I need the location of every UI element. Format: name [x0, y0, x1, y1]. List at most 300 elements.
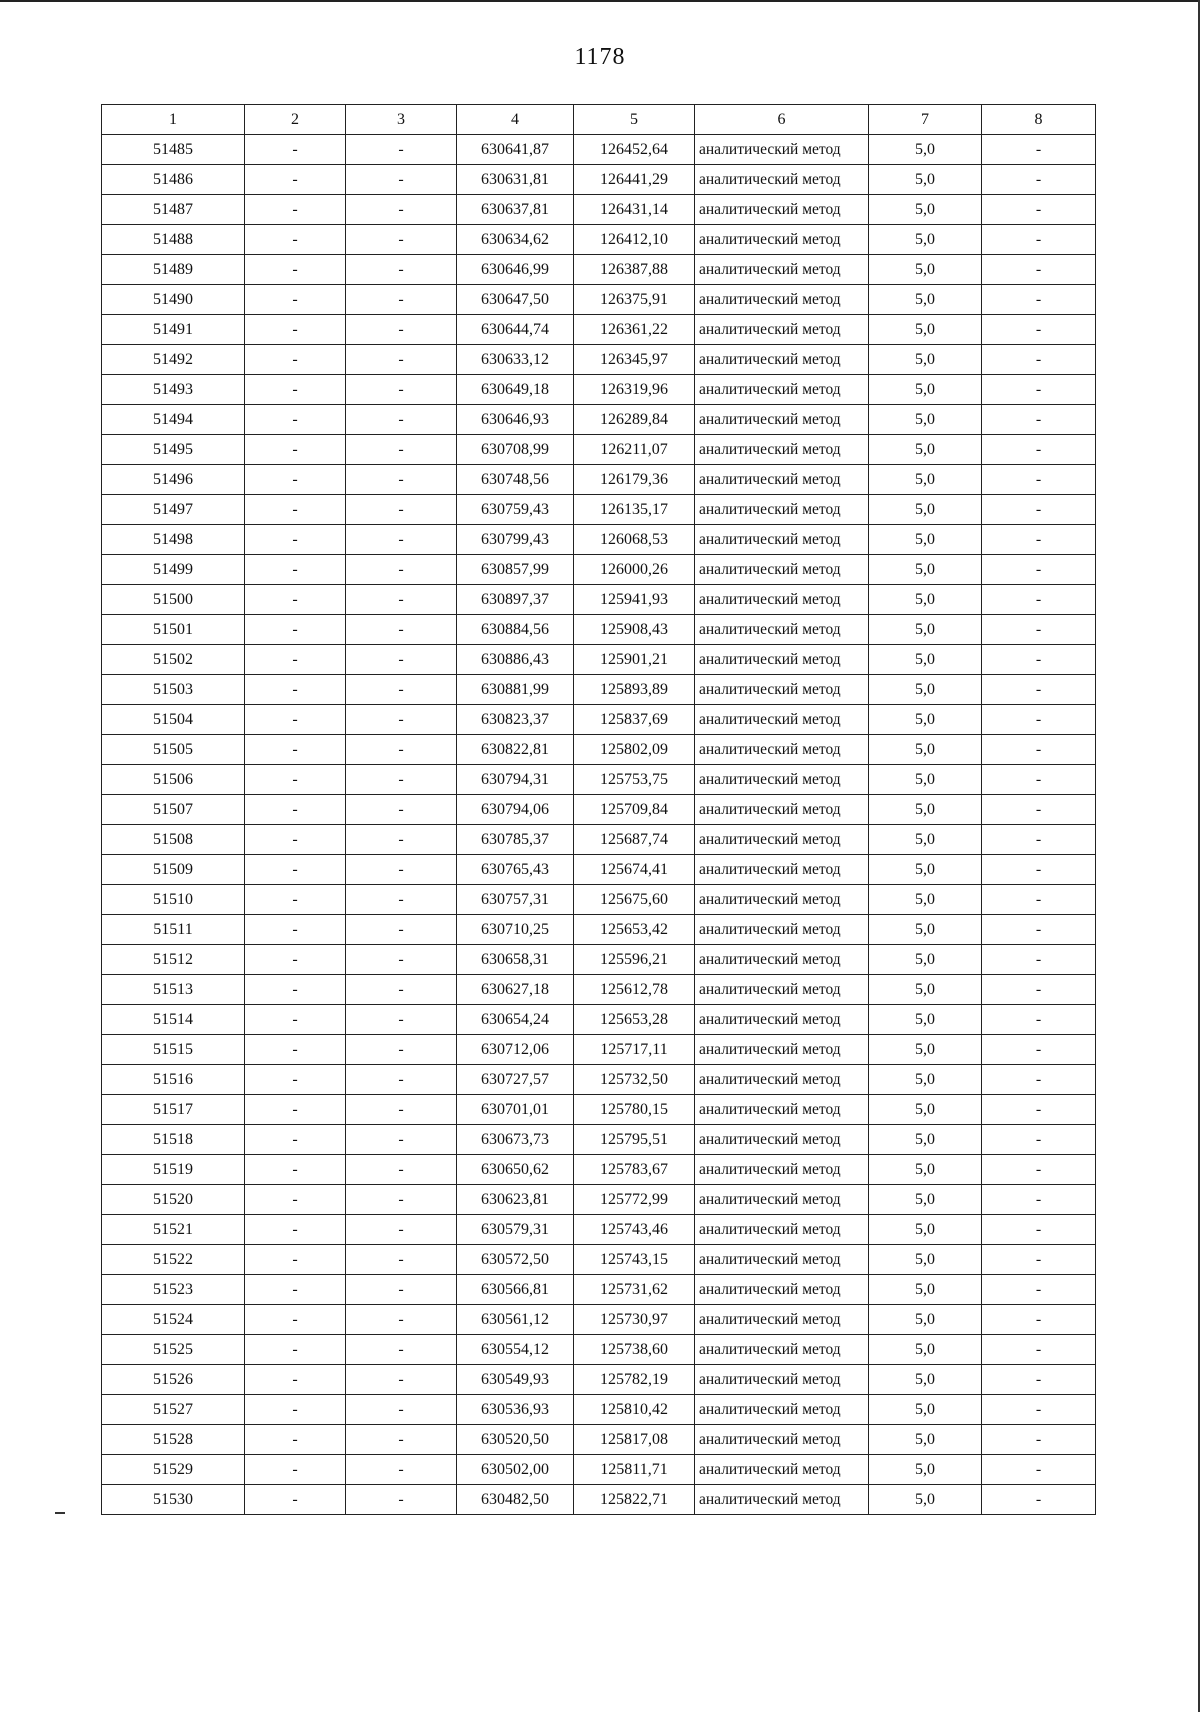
col3-cell: - [346, 1275, 457, 1305]
point-number-cell: 51522 [102, 1245, 245, 1275]
point-number-cell: 51530 [102, 1485, 245, 1515]
y-coordinate-cell: 126068,53 [574, 525, 695, 555]
column-header: 8 [982, 105, 1096, 135]
method-cell: аналитический метод [695, 315, 869, 345]
y-coordinate-cell: 125674,41 [574, 855, 695, 885]
col8-cell: - [982, 1215, 1096, 1245]
point-number-cell: 51492 [102, 345, 245, 375]
table-header-row [102, 105, 1096, 135]
table-row [102, 525, 1096, 555]
method-cell: аналитический метод [695, 1185, 869, 1215]
col2-cell: - [245, 1395, 346, 1425]
method-cell: аналитический метод [695, 1215, 869, 1245]
x-coordinate-cell: 630650,62 [457, 1155, 574, 1185]
accuracy-cell: 5,0 [869, 1365, 982, 1395]
method-cell: аналитический метод [695, 345, 869, 375]
point-number-cell: 51508 [102, 825, 245, 855]
method-cell: аналитический метод [695, 1305, 869, 1335]
x-coordinate-cell: 630765,43 [457, 855, 574, 885]
method-cell: аналитический метод [695, 735, 869, 765]
table-row [102, 195, 1096, 225]
point-number-cell: 51501 [102, 615, 245, 645]
col2-cell: - [245, 1485, 346, 1515]
x-coordinate-cell: 630794,31 [457, 765, 574, 795]
method-cell: аналитический метод [695, 1035, 869, 1065]
x-coordinate-cell: 630520,50 [457, 1425, 574, 1455]
x-coordinate-cell: 630647,50 [457, 285, 574, 315]
method-cell: аналитический метод [695, 465, 869, 495]
y-coordinate-cell: 125738,60 [574, 1335, 695, 1365]
col3-cell: - [346, 225, 457, 255]
accuracy-cell: 5,0 [869, 255, 982, 285]
method-cell: аналитический метод [695, 915, 869, 945]
y-coordinate-cell: 125653,42 [574, 915, 695, 945]
x-coordinate-cell: 630712,06 [457, 1035, 574, 1065]
col2-cell: - [245, 1125, 346, 1155]
col3-cell: - [346, 945, 457, 975]
col8-cell: - [982, 915, 1096, 945]
col8-cell: - [982, 135, 1096, 165]
x-coordinate-cell: 630881,99 [457, 675, 574, 705]
point-number-cell: 51496 [102, 465, 245, 495]
point-number-cell: 51529 [102, 1455, 245, 1485]
col3-cell: - [346, 1095, 457, 1125]
point-number-cell: 51510 [102, 885, 245, 915]
table-row [102, 1095, 1096, 1125]
point-number-cell: 51486 [102, 165, 245, 195]
point-number-cell: 51523 [102, 1275, 245, 1305]
method-cell: аналитический метод [695, 1425, 869, 1455]
y-coordinate-cell: 125596,21 [574, 945, 695, 975]
col3-cell: - [346, 435, 457, 465]
method-cell: аналитический метод [695, 615, 869, 645]
y-coordinate-cell: 125817,08 [574, 1425, 695, 1455]
point-number-cell: 51526 [102, 1365, 245, 1395]
col2-cell: - [245, 1155, 346, 1185]
col2-cell: - [245, 255, 346, 285]
method-cell: аналитический метод [695, 255, 869, 285]
accuracy-cell: 5,0 [869, 795, 982, 825]
y-coordinate-cell: 125675,60 [574, 885, 695, 915]
accuracy-cell: 5,0 [869, 1125, 982, 1155]
table-row [102, 255, 1096, 285]
accuracy-cell: 5,0 [869, 345, 982, 375]
col8-cell: - [982, 735, 1096, 765]
table-row [102, 795, 1096, 825]
col8-cell: - [982, 1275, 1096, 1305]
col2-cell: - [245, 615, 346, 645]
table-row [102, 615, 1096, 645]
accuracy-cell: 5,0 [869, 1185, 982, 1215]
y-coordinate-cell: 126135,17 [574, 495, 695, 525]
col8-cell: - [982, 645, 1096, 675]
point-number-cell: 51497 [102, 495, 245, 525]
column-header: 5 [574, 105, 695, 135]
point-number-cell: 51509 [102, 855, 245, 885]
point-number-cell: 51504 [102, 705, 245, 735]
point-number-cell: 51514 [102, 1005, 245, 1035]
accuracy-cell: 5,0 [869, 1305, 982, 1335]
accuracy-cell: 5,0 [869, 1215, 982, 1245]
x-coordinate-cell: 630710,25 [457, 915, 574, 945]
col8-cell: - [982, 195, 1096, 225]
x-coordinate-cell: 630637,81 [457, 195, 574, 225]
col8-cell: - [982, 1005, 1096, 1035]
table-row [102, 285, 1096, 315]
table-row [102, 765, 1096, 795]
x-coordinate-cell: 630641,87 [457, 135, 574, 165]
accuracy-cell: 5,0 [869, 585, 982, 615]
method-cell: аналитический метод [695, 285, 869, 315]
y-coordinate-cell: 126431,14 [574, 195, 695, 225]
col2-cell: - [245, 1335, 346, 1365]
coordinates-table [101, 104, 1096, 1515]
col2-cell: - [245, 945, 346, 975]
col2-cell: - [245, 1005, 346, 1035]
table-row [102, 645, 1096, 675]
method-cell: аналитический метод [695, 405, 869, 435]
col3-cell: - [346, 825, 457, 855]
col2-cell: - [245, 1245, 346, 1275]
col2-cell: - [245, 495, 346, 525]
accuracy-cell: 5,0 [869, 825, 982, 855]
table-row [102, 1335, 1096, 1365]
x-coordinate-cell: 630785,37 [457, 825, 574, 855]
x-coordinate-cell: 630482,50 [457, 1485, 574, 1515]
col8-cell: - [982, 375, 1096, 405]
col3-cell: - [346, 465, 457, 495]
y-coordinate-cell: 125795,51 [574, 1125, 695, 1155]
y-coordinate-cell: 125811,71 [574, 1455, 695, 1485]
col3-cell: - [346, 285, 457, 315]
table-row [102, 495, 1096, 525]
table-row [102, 1125, 1096, 1155]
accuracy-cell: 5,0 [869, 225, 982, 255]
x-coordinate-cell: 630646,99 [457, 255, 574, 285]
x-coordinate-cell: 630857,99 [457, 555, 574, 585]
col2-cell: - [245, 165, 346, 195]
accuracy-cell: 5,0 [869, 465, 982, 495]
accuracy-cell: 5,0 [869, 915, 982, 945]
col8-cell: - [982, 405, 1096, 435]
col2-cell: - [245, 525, 346, 555]
y-coordinate-cell: 126179,36 [574, 465, 695, 495]
accuracy-cell: 5,0 [869, 525, 982, 555]
col3-cell: - [346, 135, 457, 165]
col3-cell: - [346, 705, 457, 735]
col2-cell: - [245, 1365, 346, 1395]
y-coordinate-cell: 125772,99 [574, 1185, 695, 1215]
col2-cell: - [245, 225, 346, 255]
method-cell: аналитический метод [695, 495, 869, 525]
point-number-cell: 51499 [102, 555, 245, 585]
y-coordinate-cell: 125743,15 [574, 1245, 695, 1275]
x-coordinate-cell: 630884,56 [457, 615, 574, 645]
col8-cell: - [982, 585, 1096, 615]
method-cell: аналитический метод [695, 195, 869, 225]
y-coordinate-cell: 125780,15 [574, 1095, 695, 1125]
col3-cell: - [346, 975, 457, 1005]
accuracy-cell: 5,0 [869, 315, 982, 345]
y-coordinate-cell: 126345,97 [574, 345, 695, 375]
col8-cell: - [982, 1185, 1096, 1215]
method-cell: аналитический метод [695, 975, 869, 1005]
col8-cell: - [982, 885, 1096, 915]
col8-cell: - [982, 1425, 1096, 1455]
table-row [102, 345, 1096, 375]
point-number-cell: 51516 [102, 1065, 245, 1095]
x-coordinate-cell: 630502,00 [457, 1455, 574, 1485]
y-coordinate-cell: 126289,84 [574, 405, 695, 435]
col2-cell: - [245, 885, 346, 915]
col2-cell: - [245, 735, 346, 765]
col2-cell: - [245, 195, 346, 225]
method-cell: аналитический метод [695, 1065, 869, 1095]
method-cell: аналитический метод [695, 885, 869, 915]
method-cell: аналитический метод [695, 855, 869, 885]
accuracy-cell: 5,0 [869, 1065, 982, 1095]
x-coordinate-cell: 630566,81 [457, 1275, 574, 1305]
x-coordinate-cell: 630822,81 [457, 735, 574, 765]
x-coordinate-cell: 630572,50 [457, 1245, 574, 1275]
col2-cell: - [245, 975, 346, 1005]
accuracy-cell: 5,0 [869, 135, 982, 165]
y-coordinate-cell: 126211,07 [574, 435, 695, 465]
table-row [102, 1305, 1096, 1335]
col2-cell: - [245, 1065, 346, 1095]
col8-cell: - [982, 345, 1096, 375]
table-row [102, 1065, 1096, 1095]
x-coordinate-cell: 630886,43 [457, 645, 574, 675]
table-row [102, 825, 1096, 855]
col2-cell: - [245, 825, 346, 855]
table-row [102, 705, 1096, 735]
point-number-cell: 51506 [102, 765, 245, 795]
accuracy-cell: 5,0 [869, 285, 982, 315]
y-coordinate-cell: 125730,97 [574, 1305, 695, 1335]
col3-cell: - [346, 1485, 457, 1515]
col3-cell: - [346, 1245, 457, 1275]
col3-cell: - [346, 525, 457, 555]
table-row [102, 315, 1096, 345]
col8-cell: - [982, 1335, 1096, 1365]
accuracy-cell: 5,0 [869, 1245, 982, 1275]
method-cell: аналитический метод [695, 1395, 869, 1425]
point-number-cell: 51505 [102, 735, 245, 765]
col2-cell: - [245, 675, 346, 705]
y-coordinate-cell: 126387,88 [574, 255, 695, 285]
method-cell: аналитический метод [695, 1245, 869, 1275]
x-coordinate-cell: 630634,62 [457, 225, 574, 255]
point-number-cell: 51498 [102, 525, 245, 555]
accuracy-cell: 5,0 [869, 555, 982, 585]
scan-stray-mark [55, 1512, 65, 1514]
accuracy-cell: 5,0 [869, 975, 982, 1005]
col3-cell: - [346, 315, 457, 345]
col2-cell: - [245, 285, 346, 315]
x-coordinate-cell: 630658,31 [457, 945, 574, 975]
x-coordinate-cell: 630554,12 [457, 1335, 574, 1365]
y-coordinate-cell: 125901,21 [574, 645, 695, 675]
accuracy-cell: 5,0 [869, 495, 982, 525]
point-number-cell: 51515 [102, 1035, 245, 1065]
col8-cell: - [982, 225, 1096, 255]
table-row [102, 855, 1096, 885]
scan-top-edge [0, 0, 1200, 2]
table-row [102, 1365, 1096, 1395]
point-number-cell: 51512 [102, 945, 245, 975]
accuracy-cell: 5,0 [869, 735, 982, 765]
method-cell: аналитический метод [695, 435, 869, 465]
table-row [102, 555, 1096, 585]
y-coordinate-cell: 125782,19 [574, 1365, 695, 1395]
point-number-cell: 51487 [102, 195, 245, 225]
y-coordinate-cell: 125753,75 [574, 765, 695, 795]
table-row [102, 405, 1096, 435]
x-coordinate-cell: 630644,74 [457, 315, 574, 345]
col2-cell: - [245, 915, 346, 945]
col2-cell: - [245, 375, 346, 405]
col2-cell: - [245, 1305, 346, 1335]
col8-cell: - [982, 555, 1096, 585]
point-number-cell: 51507 [102, 795, 245, 825]
table-row [102, 1185, 1096, 1215]
column-header: 7 [869, 105, 982, 135]
x-coordinate-cell: 630673,73 [457, 1125, 574, 1155]
accuracy-cell: 5,0 [869, 165, 982, 195]
column-header: 6 [695, 105, 869, 135]
point-number-cell: 51525 [102, 1335, 245, 1365]
col3-cell: - [346, 855, 457, 885]
accuracy-cell: 5,0 [869, 435, 982, 465]
column-header: 3 [346, 105, 457, 135]
table-row [102, 585, 1096, 615]
method-cell: аналитический метод [695, 1365, 869, 1395]
col3-cell: - [346, 1185, 457, 1215]
col3-cell: - [346, 195, 457, 225]
table-row [102, 885, 1096, 915]
accuracy-cell: 5,0 [869, 1035, 982, 1065]
table-row [102, 1425, 1096, 1455]
col8-cell: - [982, 1485, 1096, 1515]
table-row [102, 1215, 1096, 1245]
accuracy-cell: 5,0 [869, 1005, 982, 1035]
col8-cell: - [982, 855, 1096, 885]
x-coordinate-cell: 630794,06 [457, 795, 574, 825]
col2-cell: - [245, 135, 346, 165]
col3-cell: - [346, 255, 457, 285]
col3-cell: - [346, 1125, 457, 1155]
col3-cell: - [346, 795, 457, 825]
col8-cell: - [982, 1305, 1096, 1335]
col3-cell: - [346, 555, 457, 585]
y-coordinate-cell: 125810,42 [574, 1395, 695, 1425]
accuracy-cell: 5,0 [869, 675, 982, 705]
point-number-cell: 51519 [102, 1155, 245, 1185]
col2-cell: - [245, 465, 346, 495]
method-cell: аналитический метод [695, 705, 869, 735]
col3-cell: - [346, 375, 457, 405]
table-row [102, 1395, 1096, 1425]
x-coordinate-cell: 630897,37 [457, 585, 574, 615]
point-number-cell: 51500 [102, 585, 245, 615]
y-coordinate-cell: 125837,69 [574, 705, 695, 735]
col8-cell: - [982, 1035, 1096, 1065]
page-number: 1178 [574, 44, 626, 70]
point-number-cell: 51489 [102, 255, 245, 285]
y-coordinate-cell: 125908,43 [574, 615, 695, 645]
col3-cell: - [346, 1215, 457, 1245]
col8-cell: - [982, 1455, 1096, 1485]
col8-cell: - [982, 825, 1096, 855]
col8-cell: - [982, 1245, 1096, 1275]
col3-cell: - [346, 1065, 457, 1095]
accuracy-cell: 5,0 [869, 1395, 982, 1425]
col8-cell: - [982, 1155, 1096, 1185]
table-row [102, 435, 1096, 465]
col8-cell: - [982, 945, 1096, 975]
point-number-cell: 51513 [102, 975, 245, 1005]
col2-cell: - [245, 1275, 346, 1305]
point-number-cell: 51485 [102, 135, 245, 165]
col8-cell: - [982, 165, 1096, 195]
table-row [102, 465, 1096, 495]
point-number-cell: 51502 [102, 645, 245, 675]
col3-cell: - [346, 1365, 457, 1395]
col8-cell: - [982, 1365, 1096, 1395]
col3-cell: - [346, 1305, 457, 1335]
col2-cell: - [245, 705, 346, 735]
accuracy-cell: 5,0 [869, 885, 982, 915]
x-coordinate-cell: 630654,24 [457, 1005, 574, 1035]
x-coordinate-cell: 630701,01 [457, 1095, 574, 1125]
y-coordinate-cell: 125731,62 [574, 1275, 695, 1305]
point-number-cell: 51503 [102, 675, 245, 705]
col3-cell: - [346, 495, 457, 525]
point-number-cell: 51528 [102, 1425, 245, 1455]
col2-cell: - [245, 1185, 346, 1215]
col8-cell: - [982, 1065, 1096, 1095]
col8-cell: - [982, 795, 1096, 825]
method-cell: аналитический метод [695, 135, 869, 165]
col8-cell: - [982, 255, 1096, 285]
col2-cell: - [245, 765, 346, 795]
col2-cell: - [245, 405, 346, 435]
table-row [102, 1005, 1096, 1035]
table-row [102, 675, 1096, 705]
point-number-cell: 51493 [102, 375, 245, 405]
table-row [102, 375, 1096, 405]
col2-cell: - [245, 555, 346, 585]
method-cell: аналитический метод [695, 1095, 869, 1125]
method-cell: аналитический метод [695, 1155, 869, 1185]
method-cell: аналитический метод [695, 375, 869, 405]
table-row [102, 1275, 1096, 1305]
col2-cell: - [245, 585, 346, 615]
y-coordinate-cell: 125732,50 [574, 1065, 695, 1095]
y-coordinate-cell: 125783,67 [574, 1155, 695, 1185]
y-coordinate-cell: 125717,11 [574, 1035, 695, 1065]
accuracy-cell: 5,0 [869, 1425, 982, 1455]
y-coordinate-cell: 126452,64 [574, 135, 695, 165]
point-number-cell: 51527 [102, 1395, 245, 1425]
col3-cell: - [346, 735, 457, 765]
table-row [102, 915, 1096, 945]
method-cell: аналитический метод [695, 1455, 869, 1485]
point-number-cell: 51495 [102, 435, 245, 465]
point-number-cell: 51494 [102, 405, 245, 435]
point-number-cell: 51517 [102, 1095, 245, 1125]
